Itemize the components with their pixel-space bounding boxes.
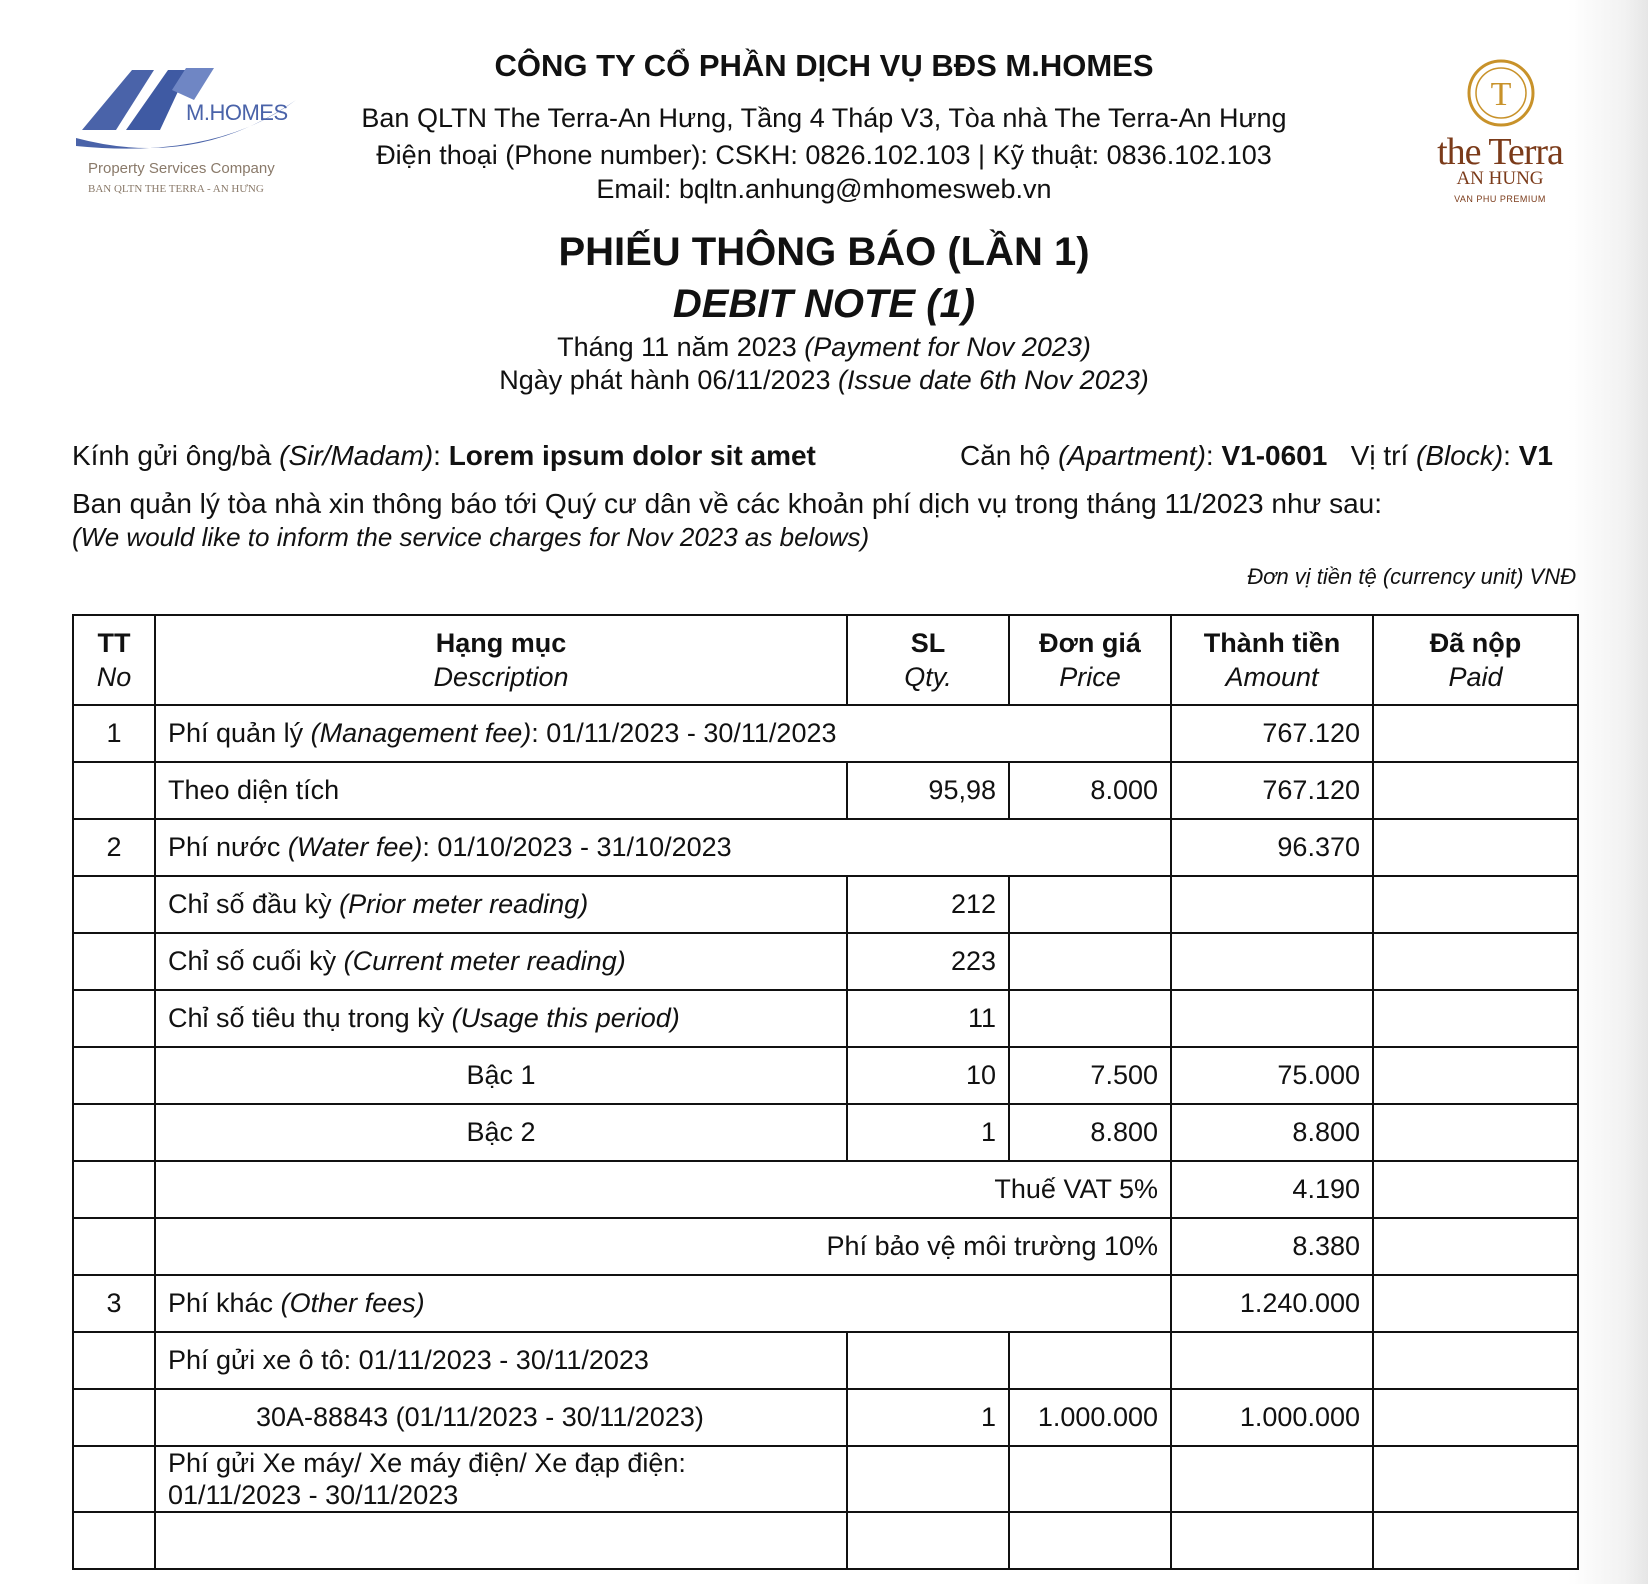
row-amount: 1.240.000 [1171,1275,1373,1332]
apartment-line: Căn hộ (Apartment): V1-0601 Vị trí (Block): V1 [960,440,1553,471]
mhomes-logo-subline: BAN QLTN THE TERRA - AN HƯNG [88,183,264,195]
row-paid [1373,762,1578,819]
table-header-row [73,615,1578,705]
mhomes-logo-name: M.HOMES [186,100,288,125]
row-paid [1373,819,1578,876]
table-row-management-fee [73,705,1578,762]
block-label: Vị trí [1350,440,1409,471]
issue-date-vi: Ngày phát hành 06/11/2023 [499,365,831,395]
table-row-area [73,762,1578,819]
mhomes-logo-tagline: Property Services Company [88,160,275,177]
terra-ring-letter: T [1490,76,1512,113]
row-description: Theo diện tích [155,762,847,819]
col-header-no: TT No [73,615,155,705]
row-qty: 95,98 [847,762,1009,819]
row-description: Chỉ số đầu kỳ (Prior meter reading) [155,876,847,933]
row-amount: 8.380 [1171,1218,1373,1275]
company-email: Email: bqltn.anhung@mhomesweb.vn [596,174,1052,204]
row-amount: 767.120 [1171,705,1373,762]
row-description: Chỉ số cuối kỳ (Current meter reading) [155,933,847,990]
col-header-paid: Đã nộp Paid [1373,615,1578,705]
row-description: Phí gửi xe ô tô: 01/11/2023 - 30/11/2023 [155,1332,847,1389]
table-row-tier-1 [73,1047,1578,1104]
apartment-value: V1-0601 [1221,440,1328,471]
row-amount: 4.190 [1171,1161,1373,1218]
recipient-label: Kính gửi ông/bà [72,440,272,471]
terra-logo-sub2: VAN PHU PREMIUM [1454,194,1546,204]
table-row-vat [73,1161,1578,1218]
terra-logo-name: the Terra [1437,131,1563,173]
billing-month-vi: Tháng 11 năm 2023 [557,332,797,362]
row-description: 30A-88843 (01/11/2023 - 30/11/2023) [155,1389,847,1446]
document-title-en: DEBIT NOTE (1) [672,282,976,326]
row-price: 8.000 [1009,762,1171,819]
table-row-usage [73,990,1578,1047]
table-row-other-fees [73,1275,1578,1332]
table-row-environment-fee [73,1218,1578,1275]
row-qty: 1 [847,1389,1009,1446]
row-price: 1.000.000 [1009,1389,1171,1446]
company-address: Ban QLTN The Terra-An Hưng, Tầng 4 Tháp V3, Tòa nhà The Terra-An Hưng [361,103,1287,133]
row-qty: 11 [847,990,1009,1047]
table-row-current-reading [73,933,1578,990]
mhomes-logo [76,60,316,210]
row-qty: 212 [847,876,1009,933]
row-amount: 767.120 [1171,762,1373,819]
row-paid [1373,705,1578,762]
table-row-motorbike-parking [73,1446,1578,1512]
table-row-tier-2 [73,1104,1578,1161]
row-qty: 10 [847,1047,1009,1104]
block-value: V1 [1518,440,1553,471]
company-name: CÔNG TY CỔ PHẦN DỊCH VỤ BĐS M.HOMES [494,48,1154,83]
terra-ring-icon [1464,56,1538,130]
row-description: Phí khác (Other fees) [155,1275,1171,1332]
apartment-label: Căn hộ [960,440,1051,471]
recipient-label-en: (Sir/Madam) [279,440,434,471]
row-qty: 223 [847,933,1009,990]
row-description: Phí gửi Xe máy/ Xe máy điện/ Xe đạp điện: 01/11/2023 - 30/11/2023 [155,1446,847,1512]
row-description: Phí quản lý (Management fee): 01/11/2023 - 30/11/2023 [155,705,1171,762]
row-no: 3 [73,1275,155,1332]
row-price: 8.800 [1009,1104,1171,1161]
table-row-prior-reading [73,876,1578,933]
row-price: 7.500 [1009,1047,1171,1104]
col-header-amount: Thành tiền Amount [1171,615,1373,705]
row-amount: 1.000.000 [1171,1389,1373,1446]
company-phone: Điện thoại (Phone number): CSKH: 0826.102.103 | Kỹ thuật: 0836.102.103 [376,140,1272,170]
intro-text: Ban quản lý tòa nhà xin thông báo tới Quý cư dân về các khoản phí dịch vụ trong tháng 11/2023 như sau: [72,488,1382,519]
billing-month [300,332,1348,363]
page-edge-shadow [1568,0,1648,1584]
issue-date-en: (Issue date 6th Nov 2023) [838,365,1149,395]
table-row-continued [73,1512,1578,1569]
billing-month-en: (Payment for Nov 2023) [804,332,1091,362]
intro-text-en: (We would like to inform the service charges for Nov 2023 as belows) [72,522,870,552]
terra-logo-sub: AN HUNG [1456,168,1544,189]
currency-unit: Đơn vị tiền tệ (currency unit) VNĐ [1247,564,1576,589]
recipient-line: Kính gửi ông/bà (Sir/Madam): Lorem ipsum dolor sit amet [72,440,816,471]
col-header-price: Đơn giá Price [1009,615,1171,705]
row-no: 2 [73,819,155,876]
block-label-en: (Block) [1416,440,1504,471]
table-row-car-plate [73,1389,1578,1446]
the-terra-logo [1410,56,1610,216]
row-description: Phí bảo vệ môi trường 10% [155,1218,1171,1275]
table-row-water-fee [73,819,1578,876]
apartment-label-en: (Apartment) [1058,440,1206,471]
col-header-description: Hạng mục Description [155,615,847,705]
fee-table [72,614,1579,1570]
col-header-qty: SL Qty. [847,615,1009,705]
row-amount: 75.000 [1171,1047,1373,1104]
row-description: Thuế VAT 5% [155,1161,1171,1218]
row-qty: 1 [847,1104,1009,1161]
row-description: Chỉ số tiêu thụ trong kỳ (Usage this period) [155,990,847,1047]
issue-date [300,365,1348,396]
table-row-car-parking [73,1332,1578,1389]
recipient-name: Lorem ipsum dolor sit amet [448,440,816,471]
row-description: Bậc 2 [155,1104,847,1161]
row-no [73,762,155,819]
row-description: Bậc 1 [155,1047,847,1104]
row-description: Phí nước (Water fee): 01/10/2023 - 31/10/2023 [155,819,1171,876]
row-amount: 8.800 [1171,1104,1373,1161]
row-no: 1 [73,705,155,762]
row-amount: 96.370 [1171,819,1373,876]
document-title: PHIẾU THÔNG BÁO (LẦN 1) [558,230,1090,274]
